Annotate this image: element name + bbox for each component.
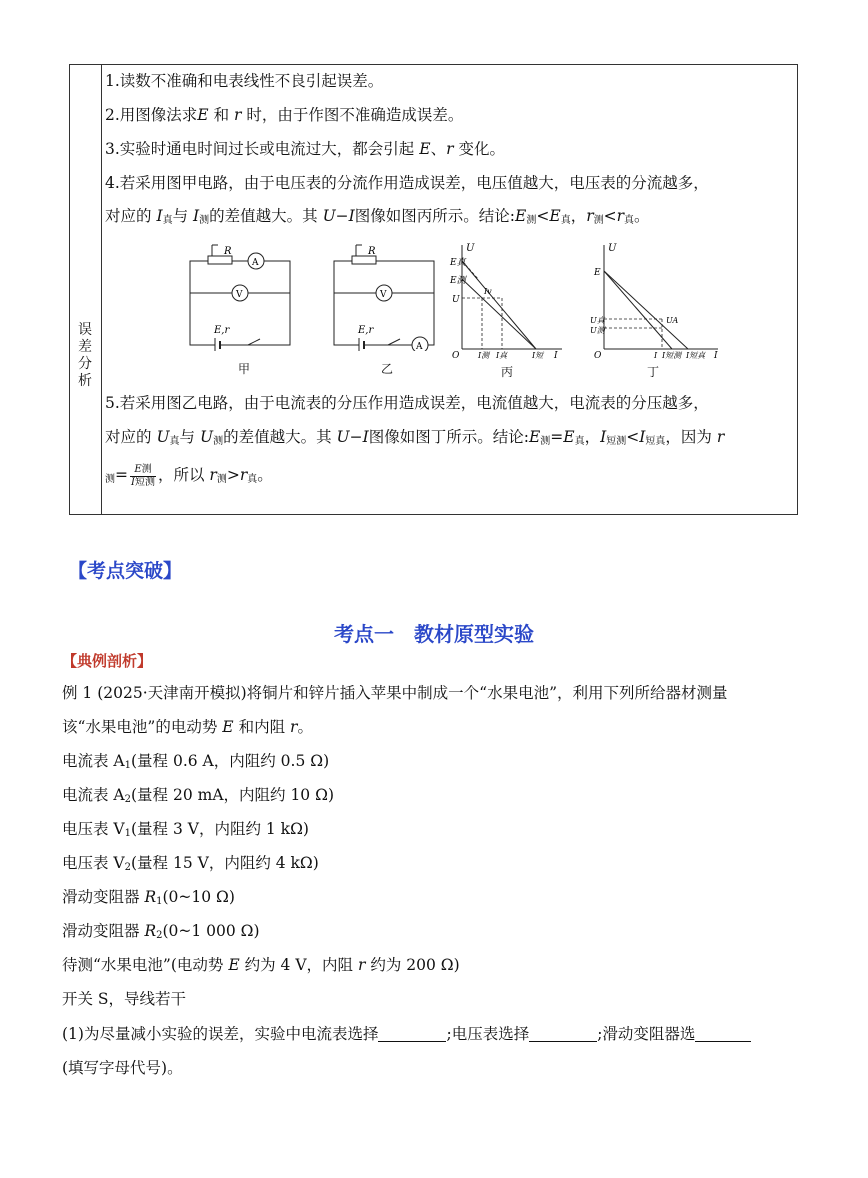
circuit-jia xyxy=(188,241,298,351)
item-4: 4.若采用图甲电路，由于电压表的分流作用造成误差，电压值越大，电压表的分流越多， xyxy=(105,174,709,192)
switch-line: 开关 S，导线若干 xyxy=(62,990,187,1008)
item-1: 1.读数不准确和电表线性不良引起误差。 xyxy=(105,72,384,90)
subsection-title: 【典例剖析】 xyxy=(62,652,153,670)
svg-text:U: U xyxy=(466,243,475,254)
svg-text:V: V xyxy=(380,290,387,300)
svg-text:U: U xyxy=(452,295,460,305)
svg-text:I: I xyxy=(554,351,558,361)
row-label-text xyxy=(76,322,94,390)
section-title: 【考点突破】 xyxy=(68,560,183,582)
item-5: 5.若采用图乙电路，由于电流表的分压作用造成误差，电流值越大，电流表的分压越多， xyxy=(105,394,709,412)
svg-text:U测: U测 xyxy=(590,326,605,335)
label-char: 析 xyxy=(78,373,92,389)
equipment-item: 电压表 $V_1$(量程 3 V，内阻约 1 kΩ) xyxy=(62,820,309,839)
item-5-cont: 对应的 $U_真$与 $U_测$的差值越大。其 U−I图像如图丁所示。结论$:E_测=E_真$，$I_{短测}<I_{短真}$，因为 r xyxy=(105,428,725,447)
graph-ding xyxy=(590,241,730,361)
svg-text:UA: UA xyxy=(666,316,679,325)
svg-text:I测: I测 xyxy=(478,351,490,360)
equipment-item: 电流表 $A_2$(量程 20 mA，内阻约 10 Ω) xyxy=(62,786,334,805)
svg-text:Iv: Iv xyxy=(484,287,492,296)
item-4-cont: 对应的 $I_真$与 $I_测$的差值越大。其 U−I图像如图丙所示。结论$:E_测<E_真$，$r_测<r_真$。 xyxy=(105,207,650,226)
svg-text:I: I xyxy=(714,351,718,361)
example-line-1: 例 1 (2025·天津南开模拟)将铜片和锌片插入苹果中制成一个“水果电池”，利用下列所给器材测量 xyxy=(62,684,728,702)
equipment-item: 电压表 $V_2$(量程 15 V，内阻约 4 kΩ) xyxy=(62,854,319,873)
label-char: 误 xyxy=(78,322,92,338)
circuit-yi xyxy=(332,241,442,351)
page-heading: 考点一 教材原型实验 xyxy=(334,622,534,646)
question-1-cont: (填写字母代号)。 xyxy=(62,1059,183,1077)
battery-line: 待测“水果电池”(电动势 E 约为 4 V，内阻 r 约为 200 Ω) xyxy=(62,956,460,974)
caption-yi: 乙 xyxy=(381,362,394,376)
item-2: 2.用图像法求E 和 r 时，由于作图不准确造成误差。 xyxy=(105,106,464,124)
svg-text:V: V xyxy=(236,290,243,300)
caption-bing: 丙 xyxy=(501,365,514,379)
svg-text:I: I xyxy=(654,351,658,360)
equipment-item: 滑动变阻器 $R_2(0\sim 1$ 000 Ω) xyxy=(62,922,260,941)
svg-text:O: O xyxy=(594,351,602,361)
fraction: $\frac{\text{E测}}{\text{I短测}}$ xyxy=(131,463,155,488)
answer-blank-ammeter[interactable] xyxy=(378,1027,446,1042)
equipment-item: 滑动变阻器 $R_1(0\sim 10$ Ω) xyxy=(62,888,235,907)
answer-blank-voltmeter[interactable] xyxy=(529,1027,597,1042)
svg-text:E测: E测 xyxy=(450,276,466,286)
svg-text:E,r: E,r xyxy=(358,325,374,336)
svg-text:R: R xyxy=(224,246,232,257)
svg-text:A: A xyxy=(416,342,423,351)
svg-text:A: A xyxy=(252,258,259,268)
item-3: 3.实验时通电时间过长或电流过大，都会引起 E、r 变化。 xyxy=(105,140,505,158)
answer-blank-rheostat[interactable] xyxy=(695,1027,751,1042)
graph-bing xyxy=(448,241,568,361)
svg-text:U: U xyxy=(608,243,617,254)
equipment-item: 电流表 $A_1$(量程 0.6 A，内阻约 0.5 Ω) xyxy=(62,752,330,771)
svg-text:R: R xyxy=(368,246,376,257)
caption-ding: 丁 xyxy=(647,365,660,379)
svg-text:E,r: E,r xyxy=(214,325,230,336)
svg-text:I短测: I短测 xyxy=(662,351,682,360)
item-5-formula: $_测$= $\frac{\text{E测}}{\text{I短测}}$ ，所以 $r_测>r_真$。 xyxy=(105,463,273,488)
example-line-2: 该“水果电池”的电动势 E 和内阻 r。 xyxy=(62,718,313,736)
question-1: (1)为尽量减小实验的误差，实验中电流表选择 ;电压表选择 ;滑动变阻器选 xyxy=(62,1024,751,1044)
label-char: 差 xyxy=(78,339,92,355)
svg-text:I真: I真 xyxy=(496,351,508,360)
svg-text:O: O xyxy=(452,351,460,361)
svg-text:E真: E真 xyxy=(450,258,466,268)
svg-text:I短真: I短真 xyxy=(686,351,706,360)
label-char: 分 xyxy=(78,356,92,372)
svg-text:I短: I短 xyxy=(532,351,544,360)
svg-text:U真: U真 xyxy=(590,316,605,325)
svg-text:E: E xyxy=(594,268,601,278)
caption-jia: 甲 xyxy=(238,362,251,376)
error-analysis-table xyxy=(69,64,798,515)
table-row-label xyxy=(70,65,102,514)
